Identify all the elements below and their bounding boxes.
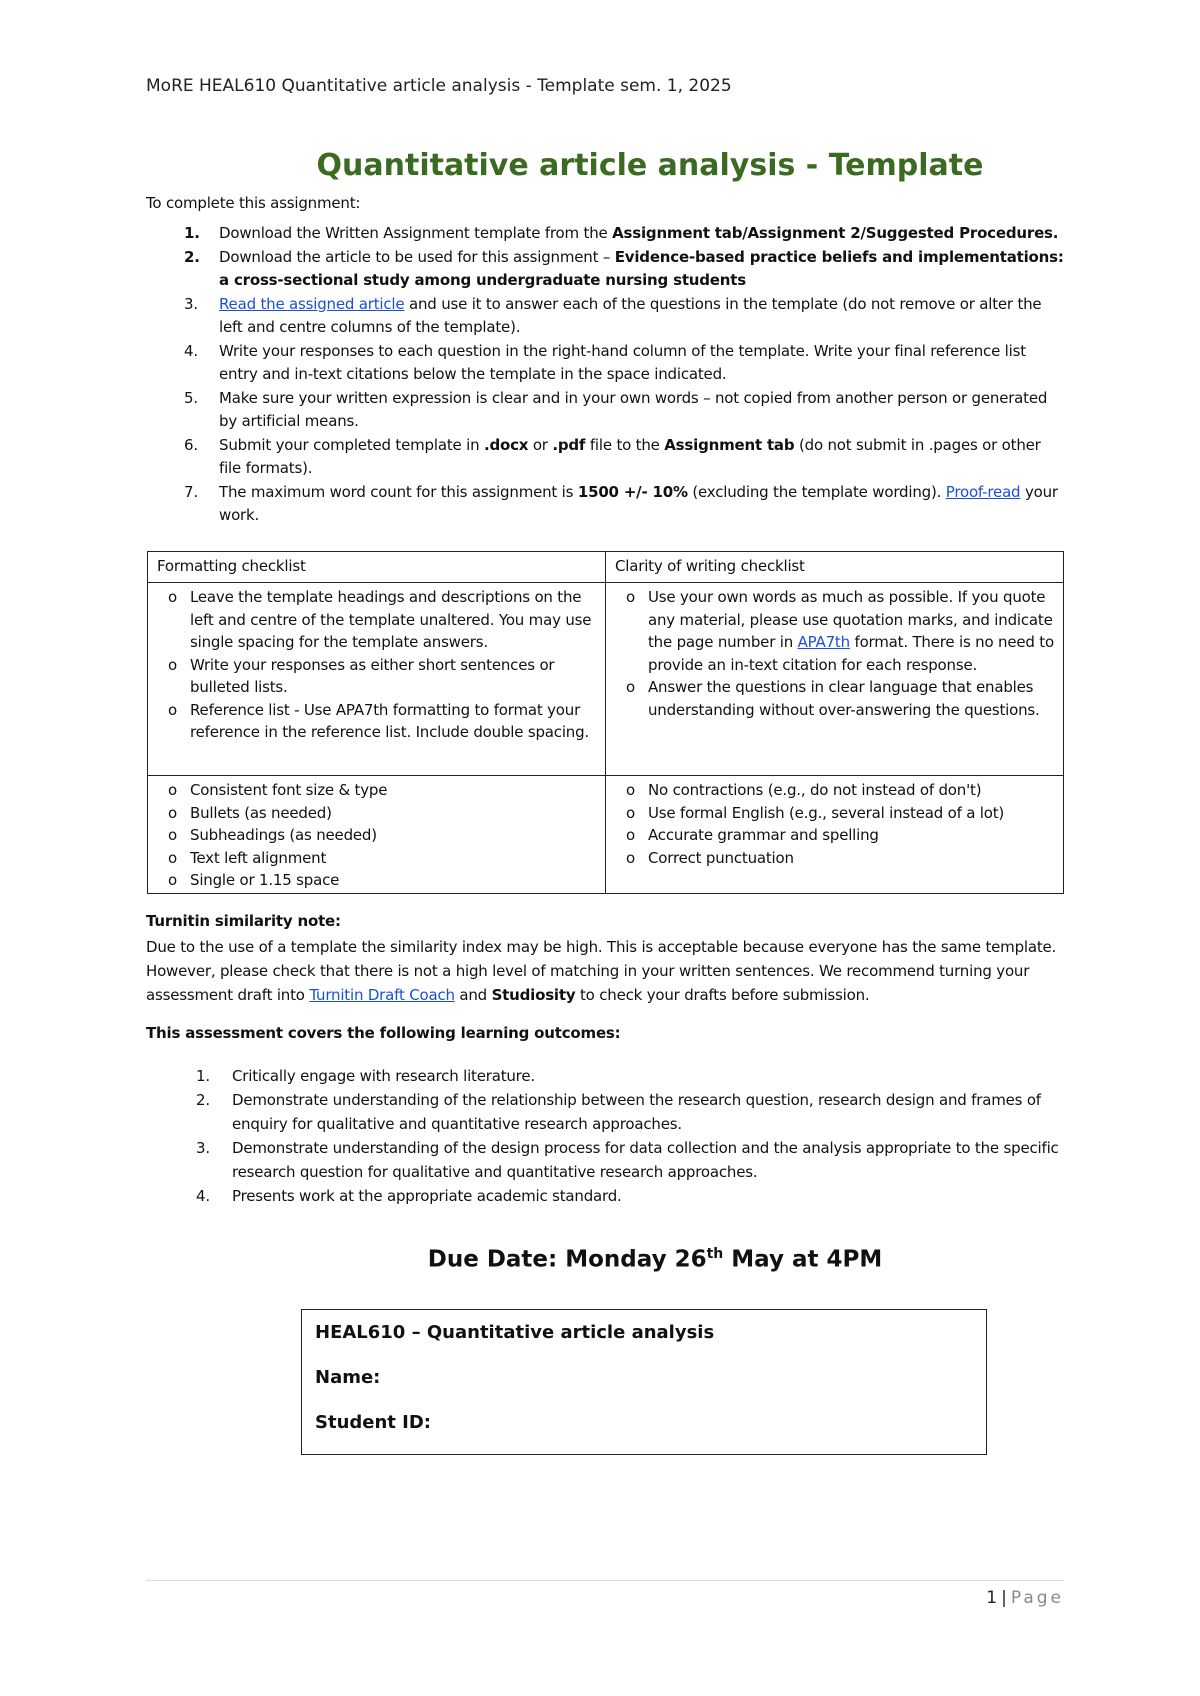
formatting-checklist-header: Formatting checklist [148, 552, 606, 583]
bullet-o: o [168, 700, 177, 719]
step-number: 3. [184, 294, 198, 313]
step-number: 6. [184, 435, 198, 454]
list-item: o Write your responses as either short sentences or bulleted lists. [168, 654, 596, 699]
proof-read-link[interactable]: Proof-read [945, 482, 1021, 501]
formatting-checklist-cell-2 [148, 776, 606, 894]
bullet-o: o [626, 848, 635, 867]
step-number: 7. [184, 482, 198, 501]
footer-divider [146, 1580, 1064, 1581]
step-text: Download the article to be used for this assignment – [219, 247, 615, 266]
step-7 [146, 481, 1066, 528]
instruction-steps [146, 222, 1066, 528]
bullet-o: o [626, 678, 635, 696]
list-item: o Correct punctuation [626, 847, 1054, 870]
bullet-o: o [168, 655, 177, 674]
page-number: 1 [986, 1588, 998, 1608]
step-4 [146, 340, 1066, 387]
step-text: (excluding the template wording). [687, 482, 946, 501]
clarity-checklist-cell [606, 583, 1064, 776]
intro-text: To complete this assignment: [146, 194, 361, 212]
step-text: Make sure your written expression is clear and in your own words – not copied from another person or generated by artificial means. [219, 388, 1048, 430]
bullet-o: o [168, 871, 177, 889]
checklist-table [147, 551, 1064, 894]
step-number: 5. [184, 388, 198, 407]
step-text: file to the [585, 435, 665, 454]
document-title [0, 148, 1200, 183]
list-item: o Leave the template headings and descriptions on the left and centre of the template unaltered. You may use single spacing for the template answers. [168, 586, 596, 654]
step-number: 2. [184, 247, 200, 266]
list-item: o Use formal English (e.g., several instead of a lot) [626, 802, 1054, 825]
step-text: or [528, 435, 553, 454]
read-article-link[interactable]: Read the assigned article [219, 294, 405, 313]
clarity-checklist-header: Clarity of writing checklist [606, 552, 1064, 583]
list-item: 2. Demonstrate understanding of the relationship between the research question, research design and frames of enquiry for qualitative and quantitative research approaches. [196, 1091, 1041, 1133]
list-item: o No contractions (e.g., do not instead of don't) [626, 779, 1054, 802]
turnitin-heading: Turnitin similarity note: [146, 912, 341, 930]
step-3 [146, 293, 1066, 340]
step-bold-text: Assignment tab/Assignment 2/Suggested Procedures. [612, 224, 1059, 242]
step-2 [146, 246, 1066, 293]
page-header: MoRE HEAL610 Quantitative article analysis - Template sem. 1, 2025 [146, 76, 732, 96]
step-bold-text: .docx [483, 435, 529, 454]
course-label: HEAL610 – Quantitative article analysis [315, 1322, 715, 1343]
bullet-o: o [626, 588, 635, 606]
list-item: o Bullets (as needed) [168, 802, 596, 825]
turnitin-draft-coach-link[interactable]: Turnitin Draft Coach [309, 986, 455, 1004]
step-bold-text: .pdf [552, 435, 586, 454]
bullet-o: o [626, 781, 635, 799]
step-text: Download the Written Assignment template from the [219, 224, 613, 242]
list-item: 3. Demonstrate understanding of the design process for data collection and the analysis appropriate to the specific research question for qualitative and quantitative research approaches. [196, 1139, 1059, 1181]
list-item: o Single or 1.15 space [168, 869, 596, 892]
bullet-o: o [626, 826, 635, 844]
list-item: o Answer the questions in clear language that enables understanding without over-answering the questions. [626, 676, 1054, 721]
apa7th-link[interactable]: APA7th [797, 633, 850, 651]
list-item: o Reference list - Use APA7th formatting to format your reference in the reference list. Include double spacing. [168, 699, 596, 744]
page-label: Page [1010, 1588, 1064, 1608]
step-5 [146, 387, 1066, 434]
step-bold-text: Evidence-based practice beliefs and implementations: a cross-sectional study among undergraduate nursing students [219, 247, 1064, 289]
list-item: 1. Critically engage with research literature. [196, 1067, 535, 1085]
due-date: Due Date: Monday 26th May at 4PM [427, 1246, 883, 1273]
list-item: 4. Presents work at the appropriate academic standard. [196, 1187, 622, 1205]
list-item: o Use your own words as much as possible. If you quote any material, please use quotation marks, and indicate the page number in APA7th format. There is no need to provide an in-text citation for each response. [626, 586, 1054, 676]
step-6 [146, 434, 1066, 481]
step-number: 4. [184, 341, 198, 360]
learning-outcomes-list [146, 1064, 1066, 1208]
bullet-o: o [168, 826, 177, 844]
step-text: The maximum word count for this assignment is [219, 482, 578, 501]
step-bold-text: Assignment tab [664, 435, 795, 454]
student-id-box [301, 1309, 987, 1455]
step-text: your work. [219, 482, 1058, 524]
bullet-o: o [168, 848, 177, 867]
document-title-text: Quantitative article analysis - Template [316, 148, 984, 183]
list-item: o Text left alignment [168, 847, 596, 870]
step-number: 1. [184, 224, 200, 242]
step-bold-text: 1500 +/- 10% [577, 482, 688, 501]
list-item: o Subheadings (as needed) [168, 824, 596, 847]
formatting-checklist-cell [148, 583, 606, 776]
step-text: Write your responses to each question in the right-hand column of the template. Write your final reference list entry and in-text citations below the template in the space indicated. [219, 341, 1026, 383]
list-item: o Consistent font size & type [168, 779, 596, 802]
student-id-label: Student ID: [315, 1412, 431, 1433]
bullet-o: o [168, 588, 177, 606]
turnitin-note: Due to the use of a template the similarity index may be high. This is acceptable because everyone has the same template. However, please check that there is not a high level of matching in your written sentences. We recommend turning your assessment draft into Turnitin Draft Coach and Studiosity to check your drafts before submission. [146, 938, 1057, 1004]
bullet-o: o [626, 803, 635, 822]
step-text: (do not submit in .pages or other file formats). [219, 435, 1041, 477]
page-footer: 1 | Page [986, 1588, 1064, 1608]
step-text: and use it to answer each of the questions in the template (do not remove or alter the left and centre columns of the template). [219, 294, 1042, 336]
name-label: Name: [315, 1367, 381, 1388]
outcomes-heading: This assessment covers the following learning outcomes: [146, 1024, 621, 1042]
bullet-o: o [168, 803, 177, 822]
list-item: o Accurate grammar and spelling [626, 824, 1054, 847]
step-text: Submit your completed template in [219, 435, 484, 454]
bullet-o: o [168, 781, 177, 799]
clarity-checklist-cell-2 [606, 776, 1064, 894]
step-1 [146, 222, 1066, 246]
